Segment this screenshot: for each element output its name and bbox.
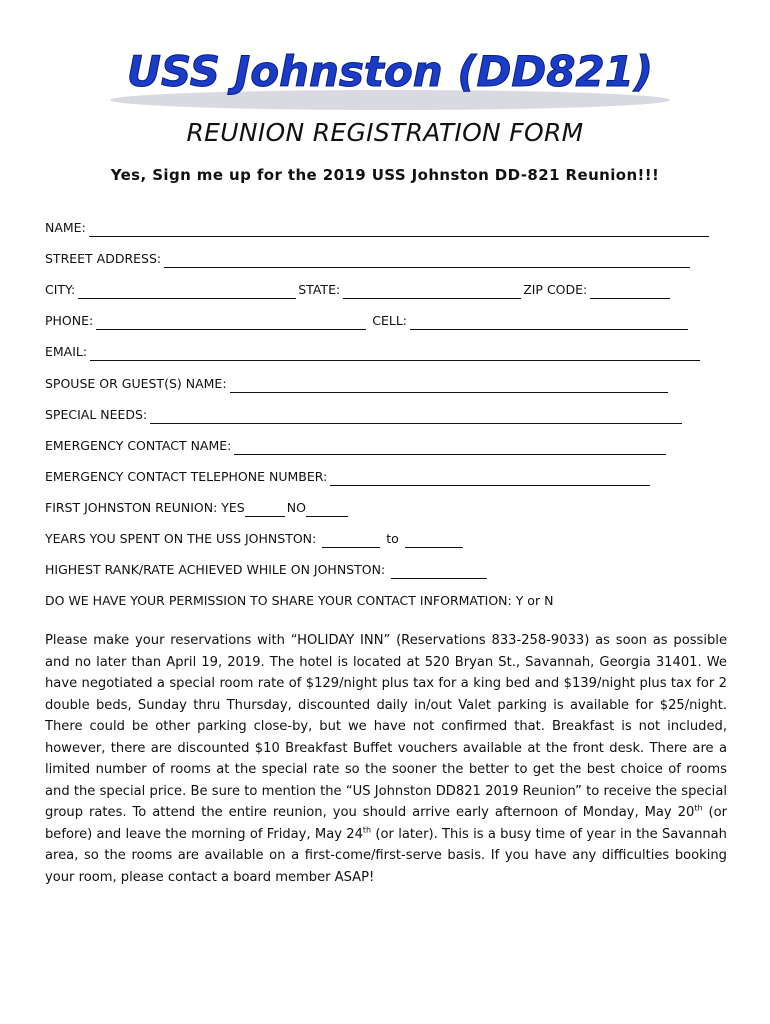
- instructions-part-3: (or later). This is a busy time of year in the Savannah area, so the rooms are available on a first-come/first-serve basis. If you have any difficulties booking your room, please contact a board member ASAP!: [45, 826, 727, 885]
- permission-row: [45, 579, 725, 610]
- name-label: NAME:: [45, 220, 86, 236]
- emergency-name-label: EMERGENCY CONTACT NAME:: [45, 437, 232, 453]
- years-to-line[interactable]: [405, 534, 463, 548]
- uss-johnston-logo: [90, 48, 690, 118]
- first-reunion-no-label: NO: [286, 499, 306, 515]
- email-label: EMAIL:: [45, 344, 88, 360]
- street-label: STREET ADDRESS:: [45, 251, 162, 267]
- rank-label: HIGHEST RANK/RATE ACHIEVED WHILE ON JOHNSTON:: [45, 562, 386, 578]
- spouse-label: SPOUSE OR GUEST(S) NAME:: [45, 375, 227, 391]
- cell-label: CELL:: [372, 313, 408, 329]
- years-label: YEARS YOU SPENT ON THE USS JOHNSTON:: [45, 531, 317, 547]
- cell-line[interactable]: [410, 316, 688, 330]
- emergency-phone-line[interactable]: [330, 472, 650, 486]
- state-label: STATE:: [298, 282, 341, 298]
- date-suffix-1: th: [694, 803, 703, 813]
- street-line[interactable]: [164, 254, 690, 268]
- zip-line[interactable]: [590, 285, 670, 299]
- registration-fields: [45, 206, 725, 610]
- years-row: [45, 517, 725, 548]
- rank-line[interactable]: [391, 565, 487, 579]
- emergency-name-line[interactable]: [234, 441, 666, 455]
- special-needs-label: SPECIAL NEEDS:: [45, 406, 148, 422]
- state-line[interactable]: [343, 285, 521, 299]
- reservation-instructions: [45, 630, 727, 888]
- logo-text: USS Johnston (DD821): [126, 48, 654, 96]
- special-needs-line[interactable]: [150, 410, 682, 424]
- phone-row: [45, 299, 725, 330]
- email-row: [45, 330, 725, 361]
- spouse-row: [45, 361, 725, 392]
- zip-label: ZIP CODE:: [523, 282, 588, 298]
- first-reunion-no-line[interactable]: [306, 503, 348, 517]
- permission-label: DO WE HAVE YOUR PERMISSION TO SHARE YOUR CONTACT INFORMATION: Y or N: [45, 593, 554, 609]
- first-reunion-row: [45, 486, 725, 517]
- emergency-phone-row: [45, 455, 725, 486]
- form-title: REUNION REGISTRATION FORM: [186, 118, 584, 147]
- name-row: [45, 206, 725, 237]
- phone-label: PHONE:: [45, 313, 94, 329]
- email-line[interactable]: [90, 347, 700, 361]
- years-to-label: to: [386, 531, 399, 547]
- instructions-part-2: (or before) and leave the morning of Friday, May 24: [45, 805, 727, 842]
- first-reunion-yes-line[interactable]: [245, 503, 285, 517]
- emergency-phone-label: EMERGENCY CONTACT TELEPHONE NUMBER:: [45, 468, 328, 484]
- city-label: CITY:: [45, 282, 76, 298]
- city-line[interactable]: [78, 285, 296, 299]
- special-needs-row: [45, 393, 725, 424]
- street-row: [45, 237, 725, 268]
- emergency-name-row: [45, 424, 725, 455]
- rank-row: [45, 548, 725, 579]
- instructions-part-1: Please make your reservations with “HOLIDAY INN” (Reservations 833-258-9033) as soon as possible and no later than April 19, 2019. The hotel is located at 520 Bryan St., Savannah, Georgia 31401. We have negotiated a special room rate of $129/night plus tax for a king bed and $139/night plus tax for 2 double beds, Sunday thru Thursday, discounted daily in/out Valet parking is available for $25/night. There could be other parking close-by, but we have not confirmed that. Breakfast is not included, however, there are discounted $10 Breakfast Buffet vouchers available at the front desk. There are a limited number of rooms at the special rate so the sooner the better to get the best choice of rooms and the special price. Be sure to mention the “US Johnston DD821 2019 Reunion” to receive the special group rates. To attend the entire reunion, you should arrive early afternoon of Monday, May 20: [45, 633, 727, 820]
- form-subtitle: Yes, Sign me up for the 2019 USS Johnston DD-821 Reunion!!!: [110, 166, 660, 184]
- years-from-line[interactable]: [322, 534, 380, 548]
- spouse-line[interactable]: [230, 379, 668, 393]
- phone-line[interactable]: [96, 316, 366, 330]
- name-line[interactable]: [89, 223, 709, 237]
- date-suffix-2: th: [362, 825, 372, 835]
- first-reunion-label: FIRST JOHNSTON REUNION: YES: [45, 499, 245, 515]
- city-row: [45, 268, 725, 299]
